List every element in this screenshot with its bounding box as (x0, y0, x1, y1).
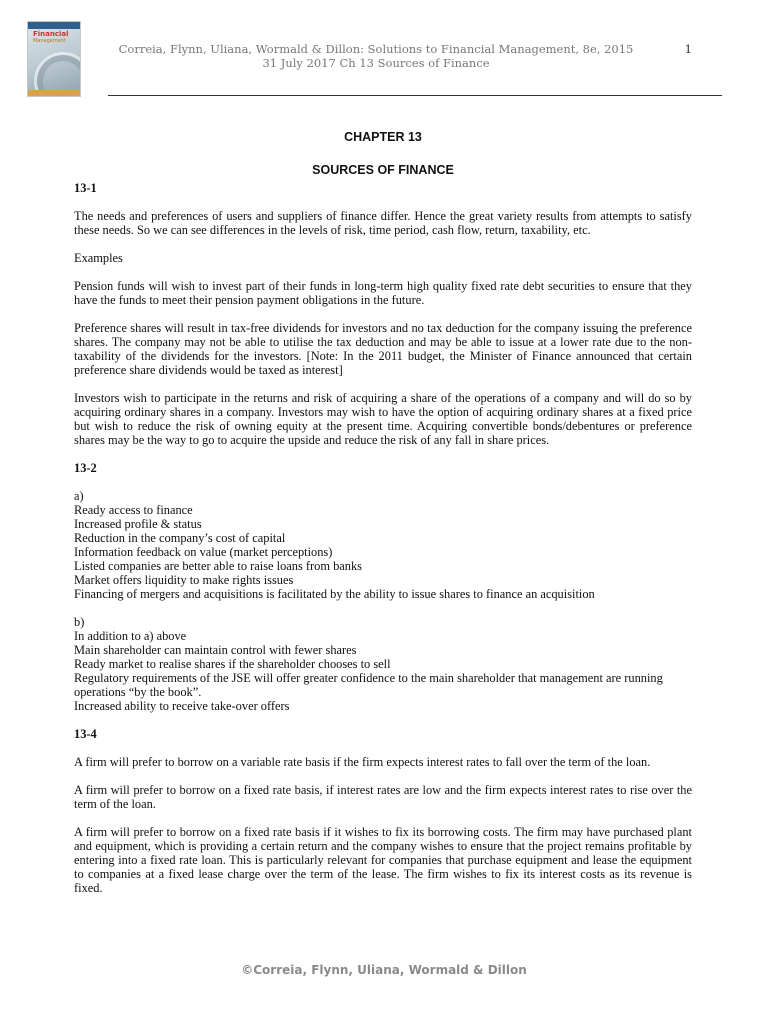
list-item: Financing of mergers and acquisitions is facilitated by the ability to issue shares to finance an acquisition (74, 587, 595, 601)
cover-band (28, 22, 80, 29)
list-item: Ready access to finance (74, 503, 193, 517)
paragraph: Examples (74, 251, 123, 265)
list-item: Listed companies are better able to raise loans from banks (74, 559, 362, 573)
list-label: b) (74, 615, 85, 629)
list-item: Ready market to realise shares if the shareholder chooses to sell (74, 657, 391, 671)
list-part-b (74, 615, 692, 713)
list-item: Main shareholder can maintain control with fewer shares (74, 643, 357, 657)
question-heading-13-4: 13-4 (74, 727, 97, 741)
header-line-1: Correia, Flynn, Uliana, Wormald & Dillon: Solutions to Financial Management, 8e, 2015 (118, 42, 634, 56)
question-heading-13-1: 13-1 (74, 181, 97, 195)
page-header (28, 22, 694, 74)
cover-subtitle: Management (33, 38, 66, 44)
paragraph: A firm will prefer to borrow on a fixed rate basis, if interest rates are low and the firm expects interest rates to rise over the term of the loan. (74, 783, 692, 811)
document-body (74, 130, 692, 909)
header-divider (108, 95, 722, 96)
paragraph: A firm will prefer to borrow on a fixed rate basis if it wishes to fix its borrowing costs. The firm may have purchased plant and equipment, which is providing a certain return and the company wishes to ensure that the project remains profitable by entering into a fixed rate loan. This is particularly relevant for companies that purchase equipment and lease the equipment to companies at a fixed lease charge over the term of the lease. The firm wishes to fix its interest costs as its revenue is fixed. (74, 825, 692, 895)
page-footer: ©Correia, Flynn, Uliana, Wormald & Dillon (241, 963, 527, 977)
question-heading-13-2: 13-2 (74, 461, 97, 475)
list-item: Regulatory requirements of the JSE will offer greater confidence to the main shareholder that management are running operations “by the book”. (74, 671, 663, 699)
paragraph: A firm will prefer to borrow on a variable rate basis if the firm expects interest rates to fall over the term of the loan. (74, 755, 651, 769)
section-title: SOURCES OF FINANCE (312, 163, 454, 177)
chapter-title: CHAPTER 13 (344, 130, 422, 144)
list-item: Reduction in the company’s cost of capital (74, 531, 286, 545)
list-item: Market offers liquidity to make rights issues (74, 573, 294, 587)
header-text (96, 42, 656, 70)
list-item: Increased profile & status (74, 517, 202, 531)
cover-footer-band (28, 90, 80, 96)
list-part-a (74, 489, 692, 601)
book-cover-thumbnail (28, 22, 80, 96)
list-label: a) (74, 489, 84, 503)
list-item: Increased ability to receive take-over offers (74, 699, 290, 713)
paragraph: Investors wish to participate in the returns and risk of acquiring a share of the operations of a company and will do so by acquiring ordinary shares in a company. Investors may wish to have the option of acquiring ordinary shares at a fixed price but wish to reduce the risk of owning equity at the present time. Acquiring convertible bonds/debentures or preference shares may be the way to go to acquire the upside and reduce the risk of any fall in share prices. (74, 391, 692, 447)
paragraph: Preference shares will result in tax-free dividends for investors and no tax deduction for the company issuing the preference shares. The company may not be able to utilise the tax deduction and may be able to issue at a lower rate due to the non-taxability of the dividends for the investors. [Note: In the 2011 budget, the Minister of Finance announced that certain preference share dividends would be taxed as interest] (74, 321, 692, 377)
cover-title: Financial (33, 30, 69, 38)
paragraph: The needs and preferences of users and suppliers of finance differ. Hence the great variety results from attempts to satisfy these needs. So we can see differences in the levels of risk, time period, cash flow, return, taxability, etc. (74, 209, 692, 237)
paragraph: Pension funds will wish to invest part of their funds in long-term high quality fixed rate debt securities to ensure that they have the funds to meet their pension payment obligations in the future. (74, 279, 692, 307)
list-item: In addition to a) above (74, 629, 187, 643)
header-line-2: 31 July 2017 Ch 13 Sources of Finance (262, 56, 490, 70)
list-item: Information feedback on value (market perceptions) (74, 545, 333, 559)
page-number: 1 (684, 42, 692, 56)
